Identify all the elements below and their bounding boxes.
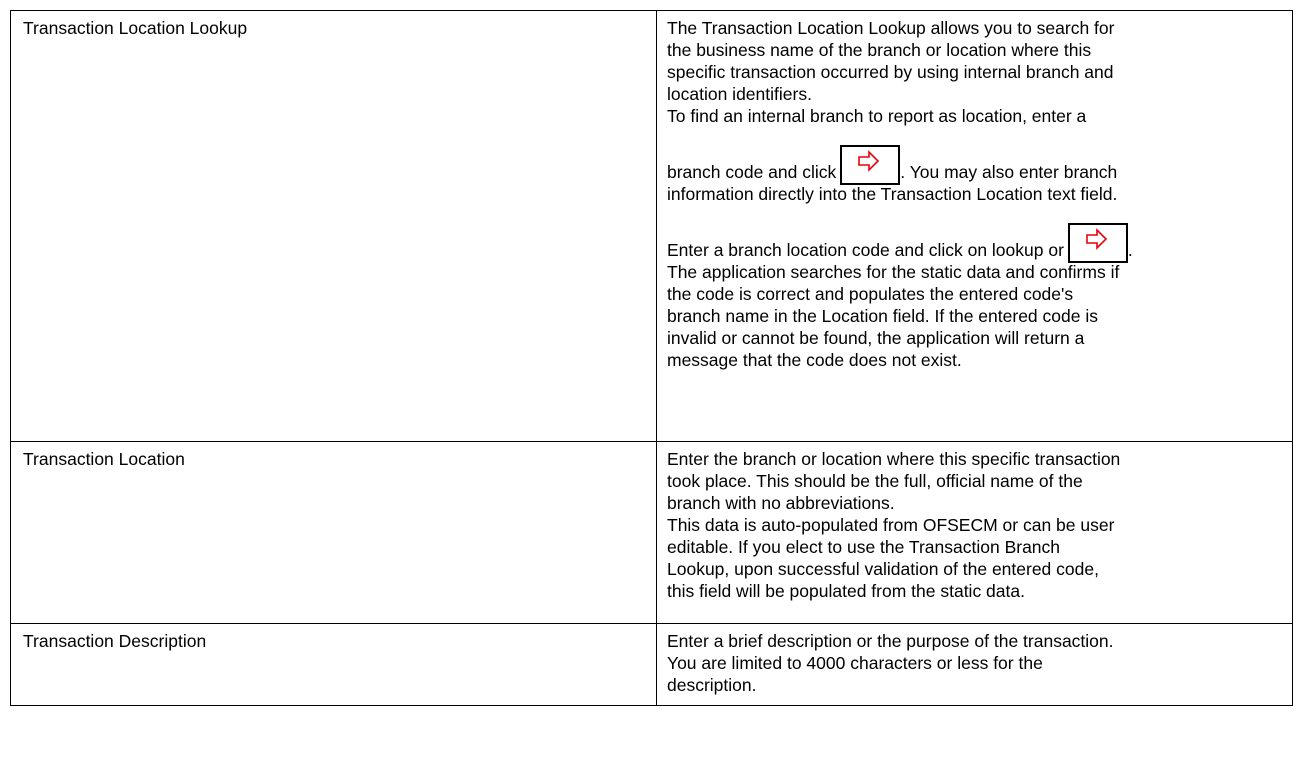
field-name-cell	[11, 442, 657, 624]
description-line: This data is auto-populated from OFSECM or can be user	[667, 515, 1115, 535]
field-description	[657, 442, 1292, 606]
table-row	[11, 442, 1293, 624]
description-line: invalid or cannot be found, the application will return a	[667, 328, 1085, 348]
description-line: Lookup, upon successful validation of the entered code,	[667, 559, 1099, 579]
description-line: description.	[667, 675, 757, 695]
field-description-table	[10, 10, 1293, 706]
description-line-with-icon	[667, 205, 1282, 261]
description-line: Enter the branch or location where this specific transaction	[667, 449, 1121, 469]
description-line: editable. If you elect to use the Transaction Branch	[667, 537, 1061, 557]
description-line: took place. This should be the full, official name of the	[667, 471, 1083, 491]
description-line: You are limited to 4000 characters or less for the	[667, 653, 1043, 673]
description-text: . You may also enter branch	[900, 162, 1118, 182]
field-description-cell	[657, 11, 1293, 442]
field-name: Transaction Location Lookup	[23, 18, 248, 38]
description-line: branch name in the Location field. If the entered code is	[667, 306, 1098, 326]
description-text: Enter a branch location code and click on lookup or	[667, 240, 1064, 260]
field-name-cell	[11, 11, 657, 442]
description-line: this field will be populated from the static data.	[667, 581, 1025, 601]
field-name-cell	[11, 624, 657, 706]
description-line: the code is correct and populates the entered code's	[667, 284, 1074, 304]
right-arrow-icon	[1086, 228, 1108, 250]
field-description	[657, 11, 1292, 375]
field-name: Transaction Description	[23, 631, 207, 651]
description-line: Enter a brief description or the purpose of the transaction.	[667, 631, 1114, 651]
description-text: branch code and click	[667, 162, 837, 182]
description-line: The application searches for the static data and confirms if	[667, 262, 1120, 282]
right-arrow-icon	[858, 150, 880, 172]
description-text: .	[1127, 240, 1133, 260]
table-row	[11, 11, 1293, 442]
description-line: The Transaction Location Lookup allows you to search for	[667, 18, 1115, 38]
description-line: specific transaction occurred by using internal branch and	[667, 62, 1114, 82]
field-name: Transaction Location	[23, 449, 185, 469]
description-line-with-icon	[667, 127, 1282, 183]
table-row	[11, 624, 1293, 706]
description-line: To find an internal branch to report as location, enter a	[667, 106, 1087, 126]
description-line: branch with no abbreviations.	[667, 493, 895, 513]
field-description-cell	[657, 442, 1293, 624]
lookup-arrow-button-image	[1068, 223, 1126, 261]
description-line: information directly into the Transaction Location text field.	[667, 184, 1118, 204]
description-line: location identifiers.	[667, 84, 812, 104]
lookup-arrow-button-image	[840, 145, 898, 183]
field-description-cell	[657, 624, 1293, 706]
field-description	[657, 624, 1292, 700]
description-line: message that the code does not exist.	[667, 350, 962, 370]
description-line: the business name of the branch or location where this	[667, 40, 1092, 60]
